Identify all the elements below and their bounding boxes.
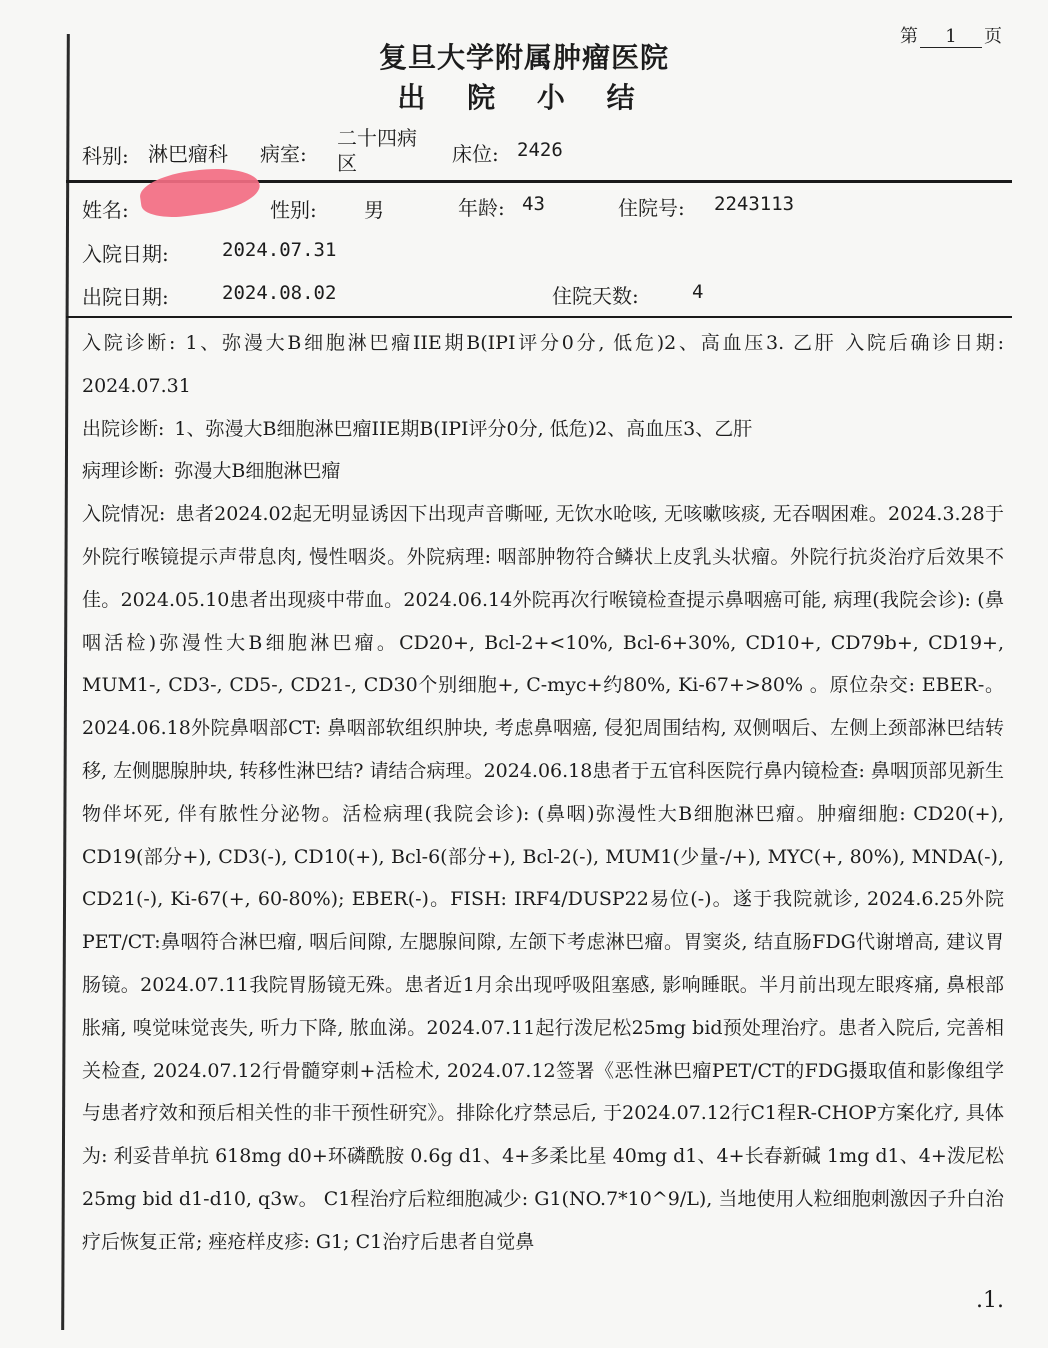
admission-history-text: 患者2024.02起无明显诱因下出现声音嘶哑, 无饮水呛咳, 无咳嗽咳痰, 无吞咽困难。2024.3.28于外院行喉镜提示声带息肉, 慢性咽炎。外院病理: 咽部肿物符合鳞状上皮乳头状瘤。外院行抗炎治疗后效果不佳。2024.05.10患者出现痰中带血。2024.06.14外院再次行喉镜检查提示鼻咽癌可能, 病理(我院会诊): (鼻咽活检)弥漫性大B细胞淋巴瘤。CD20+, Bcl-2+<10%, Bcl-6+30%, CD10+, CD79b+, CD19+, MUM1-, CD3-, CD5-, CD21-, CD30个别细胞+, C-myc+约80%, Ki-67+>80% 。原位杂交: EBER-。2024.06.18外院鼻咽部CT: 鼻咽部软组织肿块, 考虑鼻咽癌, 侵犯周围结构, 双侧咽后、左侧上颈部淋巴结转移, 左侧腮腺肿块, 转移性淋巴结? 请结合病理。2024.06.18患者于五官科医院行鼻内镜检查: 鼻咽顶部见新生物伴坏死, 伴有脓性分泌物。活检病理(我院会诊): (鼻咽)弥漫性大B细胞淋巴瘤。肿瘤细胞: CD20(+), CD19(部分+), CD3(-), CD10(+), Bcl-6(部分+), Bcl-2(-), MUM1(少量-/+), MYC(+, 80%), MNDA(-), CD21(-), Ki-67(+, 60-80%); EBER(-)。FISH: IRF4/DUSP22易位(-)。遂于我院就诊, 2024.6.25外院PET/CT:鼻咽符合淋巴瘤, 咽后间隙, 左腮腺间隙, 左颌下考虑淋巴瘤。胃窦炎, 结直肠FDG代谢增高, 建议胃肠镜。2024.07.11我院胃肠镜无殊。患者近1月余出现呼吸阻塞感, 影响睡眠。半月前出现左眼疼痛, 鼻根部胀痛, 嗅觉味觉丧失, 听力下降, 脓血涕。2024.07.11起行泼尼松25mg bid预处理治疗。患者入院后, 完善相关检查, 2024.07.12行骨髓穿刺+活检术, 2024.07.12签署《恶性淋巴瘤PET/CT的FDG摄取值和影像组学与患者疗效和预后相关性的非干预性研究》。排除化疗禁忌后, 于2024.07.12行C1程R-CHOP方案化疗, 具体为: 利妥昔单抗 618mg d0+环磷酰胺 0.6g d1、4+多柔比星 40mg d1、4+长春新碱 1mg d1、4+泼尼松 25mg bid d1-d10, q3w。 C1程治疗后粒细胞减少: G1(NO.7*10^9/L), 当地使用人粒细胞刺激因子升白治疗后恢复正常; 痤疮样皮疹: G1; C1治疗后患者自觉鼻 [82,503,1004,1253]
pathology-diagnosis-label: 病理诊断: [82,460,165,483]
discharge-date-label: 出院日期: [82,285,169,309]
admit-diagnosis-text: 1、弥漫大B细胞淋巴瘤IIE期B(IPI评分0分, 低危)2、高血压3. 乙肝 入院后确诊日期: 2024.07.31 [82,332,1004,397]
pathology-diagnosis-text: 弥漫大B细胞淋巴瘤 [174,460,341,483]
discharge-date-value: 2024.08.02 [222,282,337,304]
age-label: 年龄: [458,196,505,220]
page-prefix: 第 [900,26,918,47]
admit-date-value: 2024.07.31 [222,239,337,261]
stay-days-value: 4 [692,281,704,303]
age-value: 43 [522,193,545,215]
stay-days-label: 住院天数: [552,284,639,308]
name-label: 姓名: [82,198,129,222]
report-body [82,322,1004,1264]
admission-no-value: 2243113 [714,193,795,215]
admission-no-label: 住院号: [618,196,685,220]
ward-label: 病室: [260,142,307,166]
bed-label: 床位: [452,142,499,166]
document-title: 出 院 小 结 [397,81,651,114]
discharge-diagnosis [82,408,1004,451]
admit-diagnosis [82,322,1004,408]
page-footer-mark: .1. [976,1288,1004,1313]
redacted-name [138,162,263,222]
sex-label: 性别: [270,198,317,222]
page-number-value: 1 [920,26,982,48]
info-divider [66,316,1012,318]
admission-history-label: 入院情况: [82,503,166,526]
sex-value: 男 [364,198,384,222]
discharge-diagnosis-label: 出院诊断: [82,417,165,440]
dept-label: 科别: [82,144,129,168]
admit-diagnosis-label: 入院诊断: [82,332,176,354]
discharge-diagnosis-text: 1、弥漫大B细胞淋巴瘤IIE期B(IPI评分0分, 低危)2、高血压3、乙肝 [174,417,753,440]
hospital-name: 复旦大学附属肿瘤医院 [378,41,669,74]
page-suffix: 页 [984,26,1002,47]
left-margin-line [61,34,70,1330]
admit-date-label: 入院日期: [82,242,169,266]
dept-value: 淋巴瘤科 [148,142,228,166]
pathology-diagnosis [82,450,1004,493]
admission-history [82,493,1004,1263]
bed-value: 2426 [517,139,563,161]
ward-value: 二十四病区 [337,126,417,175]
